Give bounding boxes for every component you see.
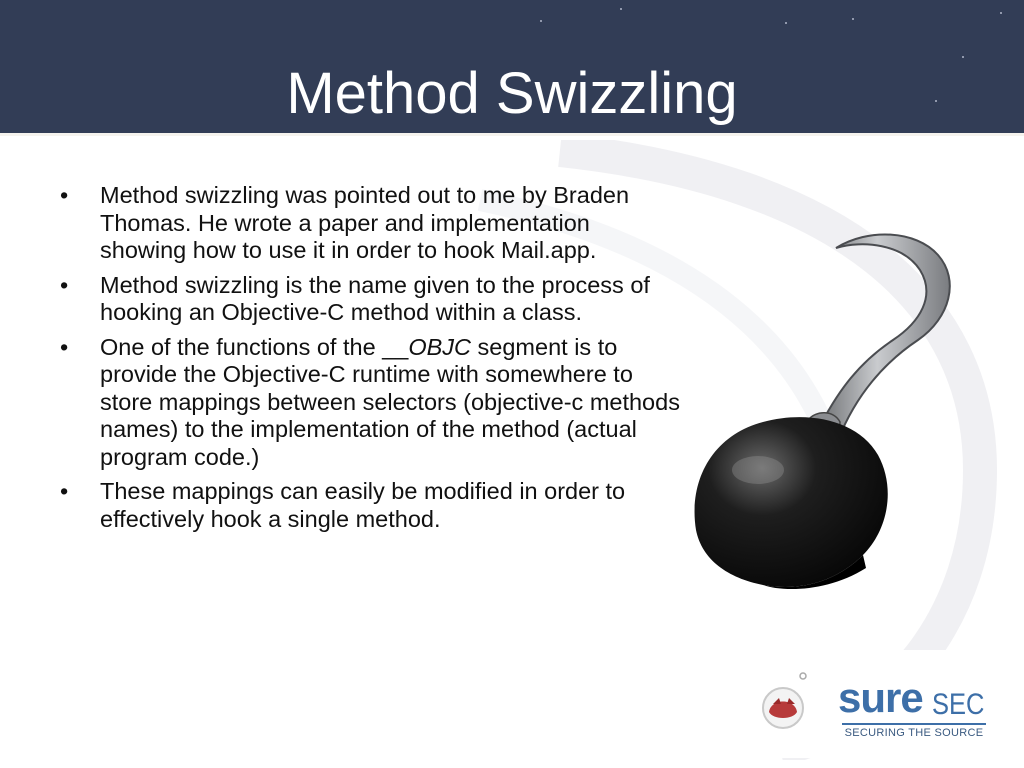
bullet-item (60, 272, 680, 327)
bullet-marker: • (60, 271, 69, 298)
star-decoration (785, 22, 787, 24)
mascot-icon (755, 668, 815, 738)
bullet-item (60, 334, 680, 472)
bullet-text-start: One of the functions of the __ (100, 333, 409, 360)
bullet-text-end: segment is to provide the Objective-C runtime with somewhere to store mappings between selectors (objective-c methods names) to the implementation of the method (actual program code.) (100, 333, 680, 470)
bullet-marker: • (60, 182, 69, 208)
logo-brand-light: SEC (932, 688, 985, 721)
star-decoration (540, 20, 542, 22)
logo-divider (842, 723, 986, 725)
bullet-marker: • (60, 478, 69, 504)
bullet-item (60, 478, 680, 533)
header-divider (0, 133, 1024, 136)
bullet-text: These mappings can easily be modified in order to effectively hook a single method. (100, 478, 626, 532)
bullet-text: Method swizzling is the name given to the process of hooking an Objective-C method within a class. (100, 271, 650, 325)
bullet-text: Method swizzling was pointed out to me by Braden Thomas. He wrote a paper and implementation showing how to use it in order to hook Mail.app. (100, 182, 630, 263)
logo-brand-bold: sure (838, 674, 923, 721)
bullet-list (60, 182, 680, 540)
star-decoration (620, 8, 622, 10)
title-banner (0, 0, 1024, 133)
star-decoration (1000, 12, 1002, 14)
pirate-hook-icon (688, 230, 976, 595)
bullet-marker: • (60, 333, 69, 360)
bullet-item (60, 182, 680, 265)
slide-title: Method Swizzling (286, 61, 738, 126)
logo-tagline: SECURING THE SOURCE (844, 727, 984, 739)
bullet-text-emphasis: OBJC (408, 333, 472, 360)
star-decoration (852, 18, 854, 20)
